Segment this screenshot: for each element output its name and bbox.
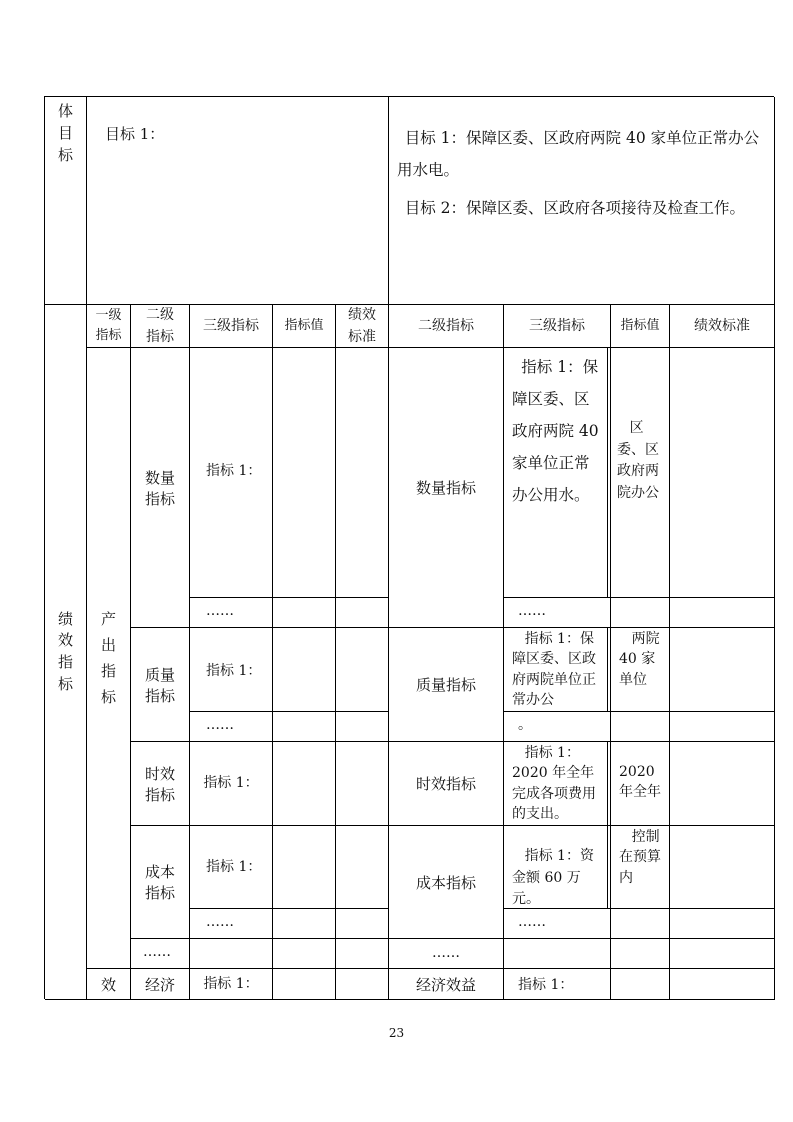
performance-indicators-label-cell xyxy=(45,305,87,1000)
quantity-label-cell: 数量指标 xyxy=(131,348,190,628)
quality-cont-value xyxy=(611,712,670,742)
economic-item: 指标 1： xyxy=(190,969,273,1000)
cost-label-cell: 成本指标 xyxy=(131,826,190,939)
quality-ellipsis: …… xyxy=(190,712,273,742)
inner-rule-3 xyxy=(607,742,608,826)
quantity-ellipsis-right: …… xyxy=(504,598,611,628)
performance-indicators-label: 绩效指标 xyxy=(57,609,73,693)
economic-value xyxy=(273,969,336,1000)
header-target-value: 指标值 xyxy=(273,305,336,348)
extra-blank-1 xyxy=(190,939,273,969)
quantity-ellipsis-value-right xyxy=(611,598,670,628)
right-goals xyxy=(389,97,774,224)
quantity-standard-cell xyxy=(336,348,389,598)
quality-item-right-cell: 指标 1：保障区委、区政府两院单位正常办公 xyxy=(504,628,611,712)
economic-standard-right xyxy=(670,969,775,1000)
extra-blank-6 xyxy=(670,939,775,969)
output-indicator-label: 产出指标 xyxy=(100,609,116,707)
cost-ellipsis-standard-right xyxy=(670,909,775,939)
extra-ellipsis-left: …… xyxy=(131,939,190,969)
timeliness-value-cell xyxy=(273,742,336,826)
header-standard: 绩效标准 xyxy=(336,305,389,348)
cost-standard-cell xyxy=(336,826,389,909)
economic-label: 经济 xyxy=(131,969,190,1000)
cost-ellipsis-value xyxy=(273,909,336,939)
quality-item-cell: 指标 1： xyxy=(190,628,273,712)
header-standard-right: 绩效标准 xyxy=(670,305,775,348)
timeliness-value-right-cell: 2020 年全年 xyxy=(611,742,670,826)
quantity-ellipsis-standard-right xyxy=(670,598,775,628)
quantity-ellipsis: …… xyxy=(190,598,273,628)
inner-rule-1 xyxy=(607,348,608,598)
quality-standard-right-cell xyxy=(670,628,775,712)
header-level2: 二级指标 xyxy=(131,305,190,348)
header-level2-right: 二级指标 xyxy=(389,305,504,348)
quantity-item-cell: 指标 1： xyxy=(190,348,273,598)
cost-ellipsis-value-right xyxy=(611,909,670,939)
economic-item-right: 指标 1： xyxy=(504,969,611,1000)
quality-ellipsis-value xyxy=(273,712,336,742)
extra-blank-2 xyxy=(273,939,336,969)
extra-blank-3 xyxy=(336,939,389,969)
cost-value-cell xyxy=(273,826,336,909)
timeliness-label-cell: 时效指标 xyxy=(131,742,190,826)
quality-value-right-cell: 两院 40 家单位 xyxy=(611,628,670,712)
timeliness-standard-cell xyxy=(336,742,389,826)
left-goal-cell xyxy=(87,97,389,305)
quality-ellipsis-standard xyxy=(336,712,389,742)
page-number: 23 xyxy=(388,1026,405,1040)
quality-standard-cell xyxy=(336,628,389,712)
inner-rule-2 xyxy=(607,628,608,712)
cost-value-right-cell: 控制在预算内 xyxy=(611,826,670,909)
cost-item-right-cell: 指标 1：资金额 60 万元。 xyxy=(504,826,611,909)
performance-table xyxy=(44,96,774,999)
quantity-label-right-cell: 数量指标 xyxy=(389,348,504,628)
cost-ellipsis-standard xyxy=(336,909,389,939)
cost-ellipsis: …… xyxy=(190,909,273,939)
timeliness-label-right-cell: 时效指标 xyxy=(389,742,504,826)
timeliness-item-right-cell: 指标 1：2020 年全年完成各项费用的支出。 xyxy=(504,742,611,826)
quantity-ellipsis-value xyxy=(273,598,336,628)
quantity-item-right-cell: 指标 1：保障区委、区政府两院 40 家单位正常办公用水。 xyxy=(504,348,611,598)
extra-blank-4 xyxy=(504,939,611,969)
header-level1: 一级指标 xyxy=(87,305,131,348)
effect-label: 效 xyxy=(87,969,131,1000)
timeliness-item-cell: 指标 1： xyxy=(190,742,273,826)
side-label: 体目标 xyxy=(57,102,73,164)
quality-item-right-cont: 。 xyxy=(504,712,611,742)
cost-item-cell: 指标 1： xyxy=(190,826,273,909)
header-target-value-right: 指标值 xyxy=(611,305,670,348)
extra-blank-5 xyxy=(611,939,670,969)
right-goal-cell xyxy=(389,97,775,305)
quality-value-cell xyxy=(273,628,336,712)
quality-label-cell: 质量指标 xyxy=(131,628,190,742)
quantity-ellipsis-standard xyxy=(336,598,389,628)
goal-1: 目标 1：保障区委、区政府两院 40 家单位正常办公用水电。 xyxy=(397,129,760,179)
quantity-value-right-cell: 区委、区政府两院办公 xyxy=(611,348,670,598)
cost-standard-right-cell xyxy=(670,826,775,909)
header-level3: 三级指标 xyxy=(190,305,273,348)
cost-ellipsis-right: …… xyxy=(504,909,611,939)
side-label-cell xyxy=(45,97,87,305)
extra-ellipsis-right: …… xyxy=(389,939,504,969)
quantity-standard-right-cell xyxy=(670,348,775,598)
quality-label-right-cell: 质量指标 xyxy=(389,628,504,742)
goal-2: 目标 2：保障区委、区政府各项接待及检查工作。 xyxy=(404,198,746,217)
cost-label-right-cell: 成本指标 xyxy=(389,826,504,939)
economic-standard xyxy=(336,969,389,1000)
output-indicator-cell xyxy=(87,348,131,969)
inner-rule-4 xyxy=(607,826,608,909)
quantity-value-cell xyxy=(273,348,336,598)
quality-cont-standard xyxy=(670,712,775,742)
left-goal-text: 目标 1： xyxy=(105,125,165,143)
economic-label-right: 经济效益 xyxy=(389,969,504,1000)
header-level3-right: 三级指标 xyxy=(504,305,611,348)
timeliness-standard-right-cell xyxy=(670,742,775,826)
economic-value-right xyxy=(611,969,670,1000)
